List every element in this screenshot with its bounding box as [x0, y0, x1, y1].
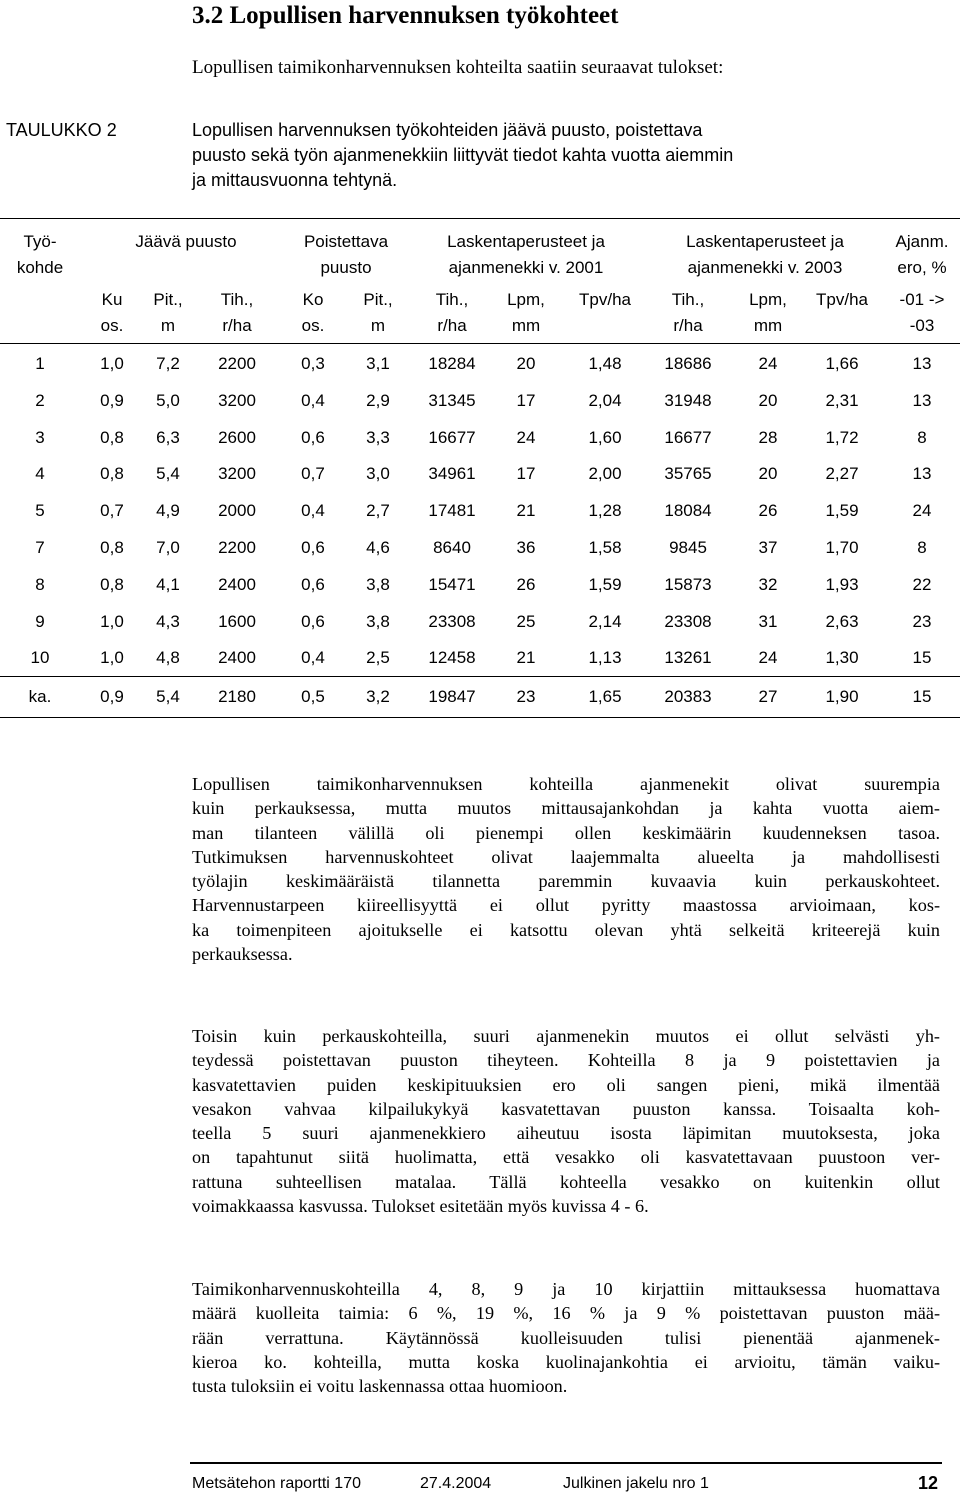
table-cell: 21 [516, 648, 536, 668]
column-header: os. [100, 316, 124, 335]
paragraph-line: työlajin keskimääräistä tilannetta paremmin kuvaavia kuin perkauskohteet. [192, 871, 940, 892]
column-header: -01 -> [899, 290, 945, 309]
table-cell: 1,93 [825, 574, 859, 594]
table-cell: 1,60 [588, 427, 622, 447]
table-cell: 20 [758, 464, 778, 484]
table-cell: 0,8 [100, 464, 124, 484]
body-paragraph-1 [192, 772, 940, 966]
paragraph-line: man tilanteen välillä oli pienempi ollen keskimäärin kuudenneksen tasoa. [192, 822, 940, 843]
paragraph-line: Harvennustarpeen kiireellisyyttä ei ollut pyritty maastossa arvioimaan, kos- [192, 895, 940, 916]
table-cell: 3,1 [366, 354, 390, 373]
table-cell: 2400 [218, 574, 256, 594]
table-cell: 23308 [428, 611, 476, 631]
results-table [0, 218, 960, 718]
table-cell: 7,0 [156, 538, 180, 557]
table-cell: 32 [758, 574, 778, 594]
table-cell: 0,3 [301, 354, 325, 373]
table-cell: 3,0 [366, 464, 390, 484]
paragraph-line: perkauksessa. [192, 944, 293, 965]
group-header-3: Poistettava [303, 232, 389, 251]
table-cell: 2,7 [366, 501, 390, 521]
column-header: Ko [302, 290, 324, 309]
table-cell: 1,72 [825, 427, 859, 447]
column-header: m [370, 316, 386, 335]
column-header: Tih., [435, 290, 469, 309]
table-cell: 35765 [664, 464, 712, 484]
table-cell: 1,30 [825, 648, 859, 668]
group-header-6: ero, % [897, 258, 947, 277]
group-header-6: Ajanm. [895, 232, 949, 251]
column-header: r/ha [673, 316, 703, 335]
table-cell: 2,04 [588, 390, 622, 410]
table-cell: 8640 [433, 538, 471, 557]
table-cell: 18284 [428, 354, 476, 373]
table-cell: 7,2 [156, 354, 180, 373]
group-header-4: ajanmenekki v. 2001 [448, 258, 604, 277]
caption-line: ja mittausvuonna tehtynä. [192, 170, 398, 190]
footer-date: 27.4.2004 [420, 1475, 492, 1492]
table-cell: 22 [912, 574, 932, 594]
row-site-id: 5 [35, 501, 45, 521]
caption-line: puusto sekä työn ajanmenekkiin liittyvät tiedot kahta vuotta aiemmin [192, 145, 734, 165]
table-cell: 17 [516, 390, 536, 410]
table-cell: 6,3 [156, 427, 180, 447]
table-cell: 2200 [218, 538, 256, 557]
total-cell: 1,65 [588, 687, 622, 706]
table-caption-label: TAULUKKO 2 [6, 120, 117, 140]
table-cell: 16677 [664, 427, 712, 447]
table-cell: 13 [912, 354, 932, 373]
group-header-3: puusto [320, 258, 372, 277]
column-header: Lpm, [749, 290, 787, 309]
table-cell: 31 [758, 611, 778, 631]
paragraph-line: Taimikonharvennuskohteilla 4, 8, 9 ja 10 kirjattiin mittauksessa huomattava [192, 1279, 940, 1299]
footer-distribution: Julkinen jakelu nro 1 [563, 1475, 709, 1492]
total-cell: 2180 [218, 687, 256, 706]
table-cell: 4,1 [156, 574, 180, 594]
table-cell: 24 [912, 501, 932, 521]
row-site-id: 9 [35, 611, 45, 631]
table-cell: 2400 [218, 648, 256, 668]
table-cell: 13 [912, 390, 932, 410]
table-cell: 1,13 [588, 648, 622, 668]
table-cell: 1,66 [825, 354, 859, 373]
table-cell: 2600 [218, 427, 256, 447]
table-cell: 0,9 [100, 390, 124, 410]
table-cell: 1,28 [588, 501, 622, 521]
table-total-rule [0, 676, 960, 677]
paragraph-line: ka toimenpiteen ajoitukselle ei katsottu olevan yhtä selkeitä kriteerejä kuin [192, 919, 940, 940]
total-cell: 3,2 [366, 687, 390, 706]
paragraph-line: Toisin kuin perkauskohteilla, suuri ajanmenekin muutos ei ollut selvästi yh- [192, 1026, 940, 1046]
column-header: Tpv/ha [816, 290, 868, 309]
column-header: mm [511, 316, 541, 335]
total-cell: 0,9 [100, 687, 124, 706]
row-site-id: 4 [35, 464, 45, 484]
column-header: Tih., [671, 290, 705, 309]
table-cell: 26 [758, 501, 778, 521]
table-cell: 0,7 [301, 464, 325, 484]
table-cell: 0,8 [100, 427, 124, 447]
table-cell: 15471 [428, 574, 476, 594]
paragraph-line: tusta tuloksiin ei voitu laskennassa ottaa huomioon. [192, 1376, 568, 1397]
paragraph-line: teella 5 suuri ajanmenekkiero aiheutuu isosta läpimitan muutoksesta, joka [192, 1123, 940, 1144]
table-cell: 26 [516, 574, 536, 594]
paragraph-line: kieroa ko. kohteilla, mutta koska kuolinajankohtia ei arvioitu, tämän vaiku- [192, 1351, 940, 1372]
table-cell: 2000 [218, 501, 256, 521]
table-cell: 0,4 [301, 648, 325, 668]
row-site-id: 7 [35, 538, 45, 557]
row-site-id: 8 [35, 574, 45, 594]
total-cell: 15 [912, 687, 932, 706]
group-header-5: ajanmenekki v. 2003 [687, 258, 843, 277]
footer-report-name: Metsätehon raportti 170 [192, 1475, 361, 1492]
total-cell: 20383 [664, 687, 712, 706]
table-cell: 20 [758, 390, 778, 410]
caption-line: Lopullisen harvennuksen työkohteiden jäävä puusto, poistettava [192, 120, 703, 140]
total-label: ka. [28, 687, 52, 706]
table-cell: 0,4 [301, 390, 325, 410]
table-cell: 1600 [218, 611, 256, 631]
table-cell: 0,6 [301, 574, 325, 594]
table-cell: 0,4 [301, 501, 325, 521]
table-cell: 2,27 [825, 464, 859, 484]
paragraph-line: vesakon vahvaa kilpailukykyä kasvatettavan puuston kanssa. Toisaalta koh- [192, 1098, 940, 1119]
table-cell: 2,31 [825, 390, 859, 410]
paragraph-line: rään verrattuna. Käytännössä kuolleisuuden tulisi pienentää ajanmenek- [192, 1327, 940, 1348]
group-header-5: Laskentaperusteet ja [686, 232, 844, 251]
table-cell: 12458 [428, 648, 476, 668]
table-cell: 31948 [664, 390, 712, 410]
column-header: r/ha [222, 316, 252, 335]
table-cell: 2200 [218, 354, 256, 373]
table-cell: 24 [758, 354, 778, 373]
table-cell: 34961 [428, 464, 476, 484]
paragraph-line: määrä kuolleita taimia: 6 %, 19 %, 16 % ja 9 % poistettavan puuston mää- [192, 1303, 940, 1324]
table-cell: 2,9 [366, 390, 390, 410]
paragraph-line: voimakkaassa kasvussa. Tulokset esitetään myös kuvissa 4 - 6. [192, 1196, 649, 1217]
table-cell: 16677 [428, 427, 476, 447]
row-site-id: 10 [30, 648, 50, 668]
group-header-4: Laskentaperusteet ja [447, 232, 605, 251]
column-header: Lpm, [507, 290, 545, 309]
table-cell: 0,6 [301, 538, 325, 557]
table-cell: 18084 [664, 501, 712, 521]
column-header: Pit., [363, 290, 393, 309]
column-header: r/ha [437, 316, 467, 335]
table-header-rule [0, 343, 960, 344]
table-cell: 36 [516, 538, 536, 557]
table-cell: 1,48 [588, 354, 622, 373]
column-header: -03 [909, 316, 935, 335]
table-cell: 20 [516, 354, 536, 373]
total-cell: 19847 [428, 687, 476, 706]
table-cell: 18686 [664, 354, 712, 373]
table-cell: 1,0 [100, 648, 124, 668]
column-header: mm [753, 316, 783, 335]
row-site-id: 3 [35, 427, 45, 447]
column-header: os. [301, 316, 325, 335]
table-cell: 3,8 [366, 611, 390, 631]
table-cell: 4,3 [156, 611, 180, 631]
total-cell: 1,90 [825, 687, 859, 706]
table-cell: 1,70 [825, 538, 859, 557]
table-cell: 3,8 [366, 574, 390, 594]
column-header: Pit., [153, 290, 183, 309]
table-cell: 23 [912, 611, 932, 631]
table-cell: 1,0 [100, 611, 124, 631]
paragraph-line: kasvatettavien puiden keskipituuksien ero oli sangen pieni, mikä ilmentää [192, 1074, 940, 1095]
group-header-1: kohde [16, 258, 64, 277]
table-cell: 2,14 [588, 611, 622, 631]
paragraph-line: Tutkimuksen harvennuskohteet olivat laajemmalta alueelta ja mahdollisesti [192, 846, 940, 867]
section-heading: 3.2 Lopullisen harvennuksen työkohteet [192, 2, 619, 29]
paragraph-line: on tapahtunut siitä huolimatta, että vesakko oli kasvatettavaan puustoon ver- [192, 1147, 940, 1168]
table-cell: 5,4 [156, 464, 180, 484]
footer-rule [190, 1462, 942, 1464]
column-header: Tih., [220, 290, 254, 309]
column-header: m [160, 316, 176, 335]
group-header-1: Työ- [23, 232, 57, 251]
table-cell: 3,3 [366, 427, 390, 447]
paragraph-line: kuin perkauksessa, mutta muutos mittausajankohdan ja kahta vuotta aiem- [192, 798, 940, 819]
table-cell: 0,8 [100, 538, 124, 557]
table-cell: 0,8 [100, 574, 124, 594]
table-cell: 25 [516, 611, 536, 631]
table-cell: 1,59 [588, 574, 622, 594]
table-cell: 2,00 [588, 464, 622, 484]
table-cell: 13261 [664, 648, 712, 668]
table-cell: 8 [917, 427, 927, 447]
total-cell: 5,4 [156, 687, 180, 706]
table-top-rule [0, 218, 960, 219]
total-cell: 27 [758, 687, 778, 706]
table-cell: 31345 [428, 390, 476, 410]
table-cell: 1,58 [588, 538, 622, 557]
table-cell: 2,5 [366, 648, 390, 668]
table-bottom-rule [0, 717, 960, 718]
table-cell: 3200 [218, 390, 256, 410]
table-cell: 2,63 [825, 611, 859, 631]
table-cell: 1,0 [100, 354, 124, 373]
paragraph-line: teydessä poistettavan puuston tiheyteen. Kohteilla 8 ja 9 poistettavien ja [192, 1050, 940, 1071]
table-cell: 13 [912, 464, 932, 484]
column-header: Tpv/ha [579, 290, 631, 309]
paragraph-line: rattuna suhteellisen matalaa. Tällä kohteella vesakko on kuitenkin ollut [192, 1171, 940, 1192]
table-cell: 0,6 [301, 427, 325, 447]
table-cell: 17481 [428, 501, 476, 521]
row-site-id: 1 [35, 354, 45, 373]
table-cell: 0,7 [100, 501, 124, 521]
total-cell: 0,5 [301, 687, 325, 706]
table-cell: 23308 [664, 611, 712, 631]
table-cell: 4,8 [156, 648, 180, 668]
group-header-2: Jäävä puusto [135, 232, 237, 251]
table-cell: 9845 [669, 538, 707, 557]
table-cell: 4,9 [156, 501, 180, 521]
page-number: 12 [917, 1473, 938, 1493]
table-cell: 15 [912, 648, 932, 668]
table-cell: 37 [758, 538, 778, 557]
table-cell: 1,59 [825, 501, 859, 521]
table-cell: 5,0 [156, 390, 180, 410]
table-cell: 17 [516, 464, 536, 484]
intro-text: Lopullisen taimikonharvennuksen kohteilta saatiin seuraavat tulokset: [192, 57, 724, 78]
table-cell: 24 [516, 427, 536, 447]
column-header: Ku [101, 290, 123, 309]
table-cell: 0,6 [301, 611, 325, 631]
table-cell: 15873 [664, 574, 712, 594]
table-cell: 4,6 [366, 538, 390, 557]
body-paragraph-2 [192, 1024, 940, 1218]
table-cell: 24 [758, 648, 778, 668]
table-cell: 21 [516, 501, 536, 521]
row-site-id: 2 [35, 390, 45, 410]
body-paragraph-3 [192, 1277, 940, 1398]
table-caption-text [192, 118, 852, 193]
table-cell: 28 [758, 427, 778, 447]
paragraph-line: Lopullisen taimikonharvennuksen kohteilla ajanmenekit olivat suurempia [192, 774, 940, 794]
table-cell: 8 [917, 538, 927, 557]
table-cell: 3200 [218, 464, 256, 484]
total-cell: 23 [516, 687, 536, 706]
